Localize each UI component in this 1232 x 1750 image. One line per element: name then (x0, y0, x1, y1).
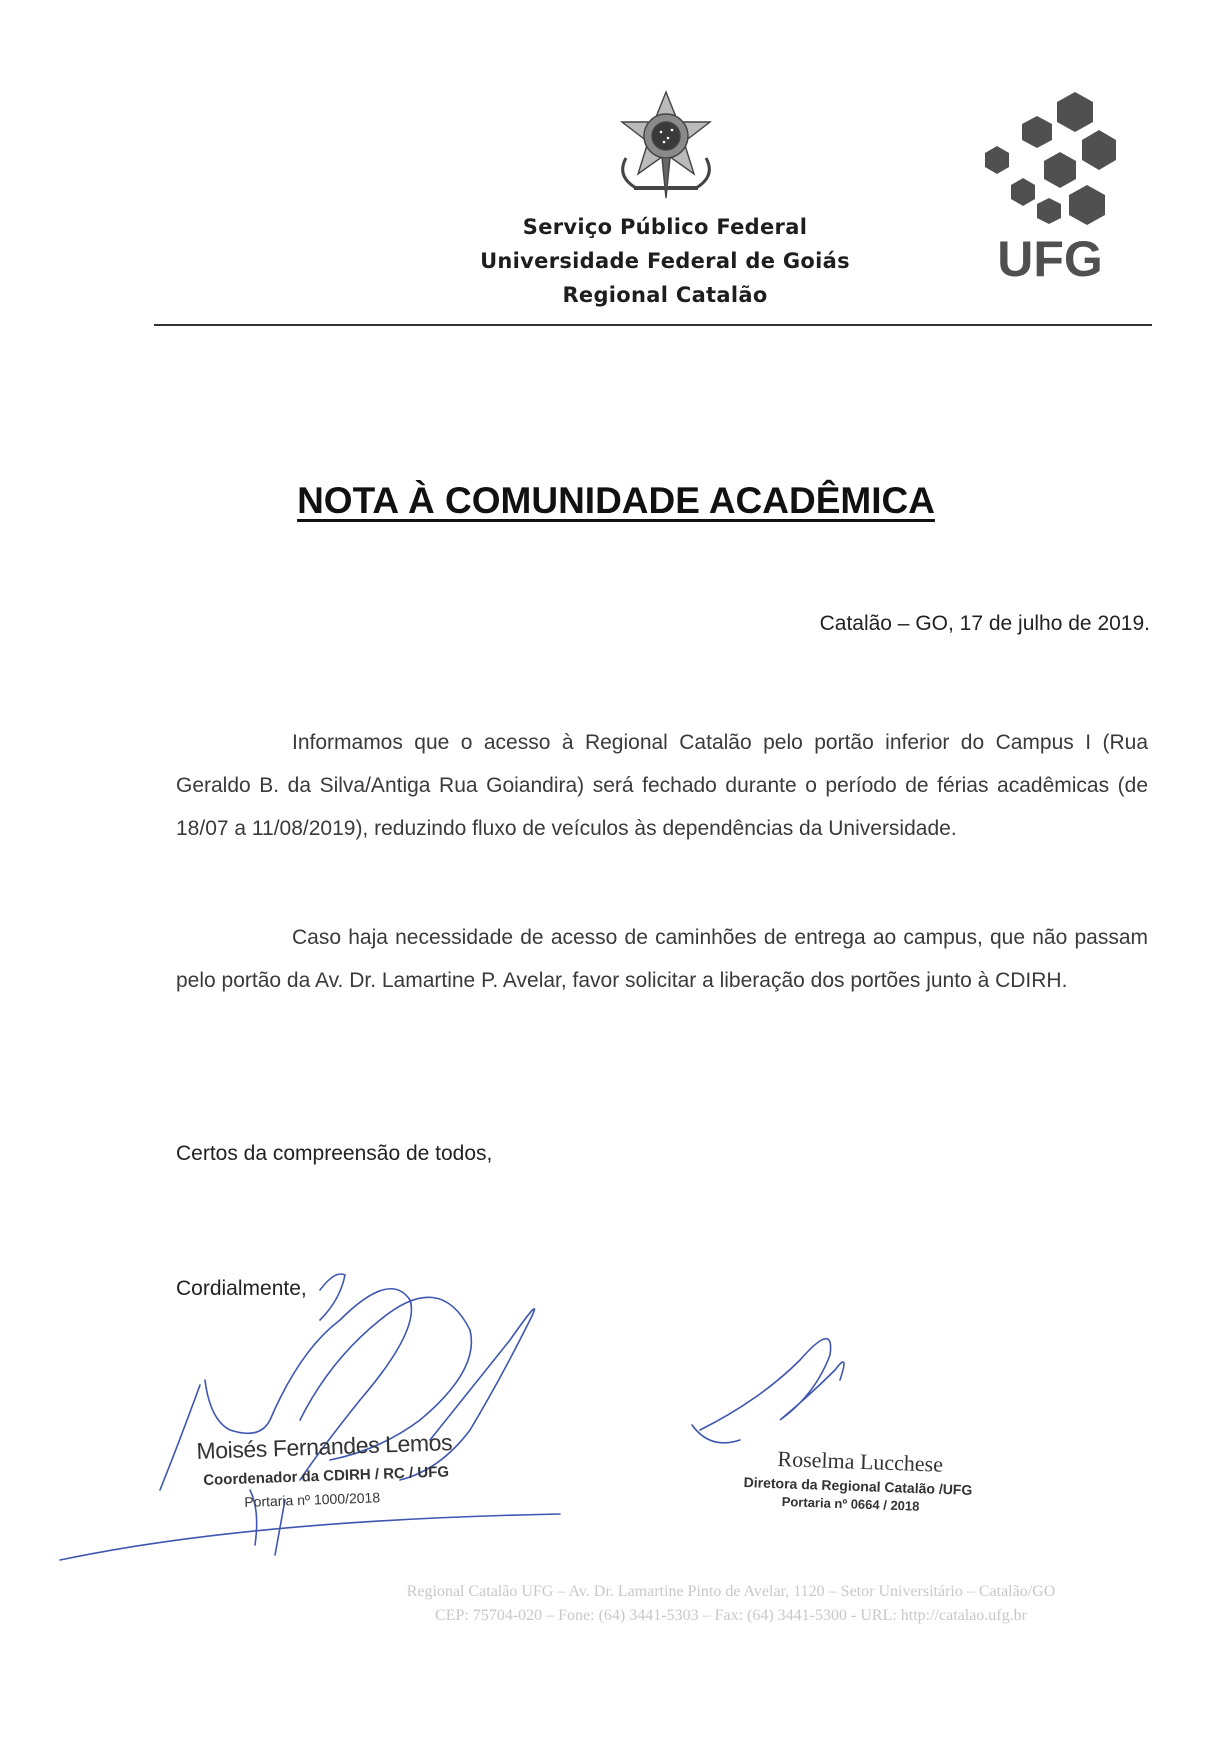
closing-line: Certos da compreensão de todos, (176, 1142, 493, 1165)
regards-line: Cordialmente, (176, 1277, 307, 1300)
signer-1-portaria: Portaria nº 1000/2018 (244, 1489, 381, 1510)
paragraph-access-closure: Informamos que o acesso à Regional Catalão pelo portão inferior do Campus I (Rua Geraldo B. da Silva/Antiga Rua Goiandira) será fechado durante o período de férias acadêmicas (de 18/07 a 11/08/2019), reduzindo fluxo de veículos às dependências da Universidade. (176, 731, 1148, 840)
ufg-logo (975, 90, 1125, 285)
header-line-university: Universidade Federal de Goiás (480, 249, 850, 273)
paragraph-truck-access: Caso haja necessidade de acesso de caminhões de entrega ao campus, que não passam pelo portão da Av. Dr. Lamartine P. Avelar, favor solicitar a liberação dos portões junto à CDIRH. (176, 926, 1148, 992)
signer-2-role: Diretora da Regional Catalão /UFG (743, 1474, 973, 1498)
signer-1-name: Moisés Fernandes Lemos (196, 1429, 453, 1464)
coat-of-arms-emblem (606, 88, 726, 200)
signer-2-name: Roselma Lucchese (777, 1446, 944, 1477)
header-line-regional: Regional Catalão (562, 283, 768, 307)
signer-1-role: Coordenador da CDIRH / RC / UFG (203, 1463, 450, 1489)
signer-2-portaria: Portaria nº 0664 / 2018 (781, 1494, 920, 1514)
footer-contact: CEP: 75704-020 – Fone: (64) 3441-5303 – Fax: (64) 3441-5300 - URL: http://catalao.ufg.br (435, 1607, 1027, 1624)
signature-stroke-8 (692, 1425, 740, 1443)
signature-stroke-5 (60, 1514, 560, 1560)
signature-stroke-4 (320, 1274, 345, 1320)
footer-address: Regional Catalão UFG – Av. Dr. Lamartine Pinto de Avelar, 1120 – Setor Universitário – Catalão/GO (406, 1583, 1056, 1600)
institution-header (440, 210, 890, 312)
header-divider (154, 324, 1152, 326)
signature-stroke-7 (700, 1339, 844, 1430)
page-title: NOTA À COMUNIDADE ACADÊMICA (297, 480, 935, 521)
document-date: Catalão – GO, 17 de julho de 2019. (819, 612, 1150, 635)
header-line-service: Serviço Público Federal (522, 215, 808, 239)
page-footer (0, 1580, 1232, 1628)
ufg-logo-text: UFG (997, 231, 1103, 285)
handwritten-signatures (0, 1250, 1232, 1580)
